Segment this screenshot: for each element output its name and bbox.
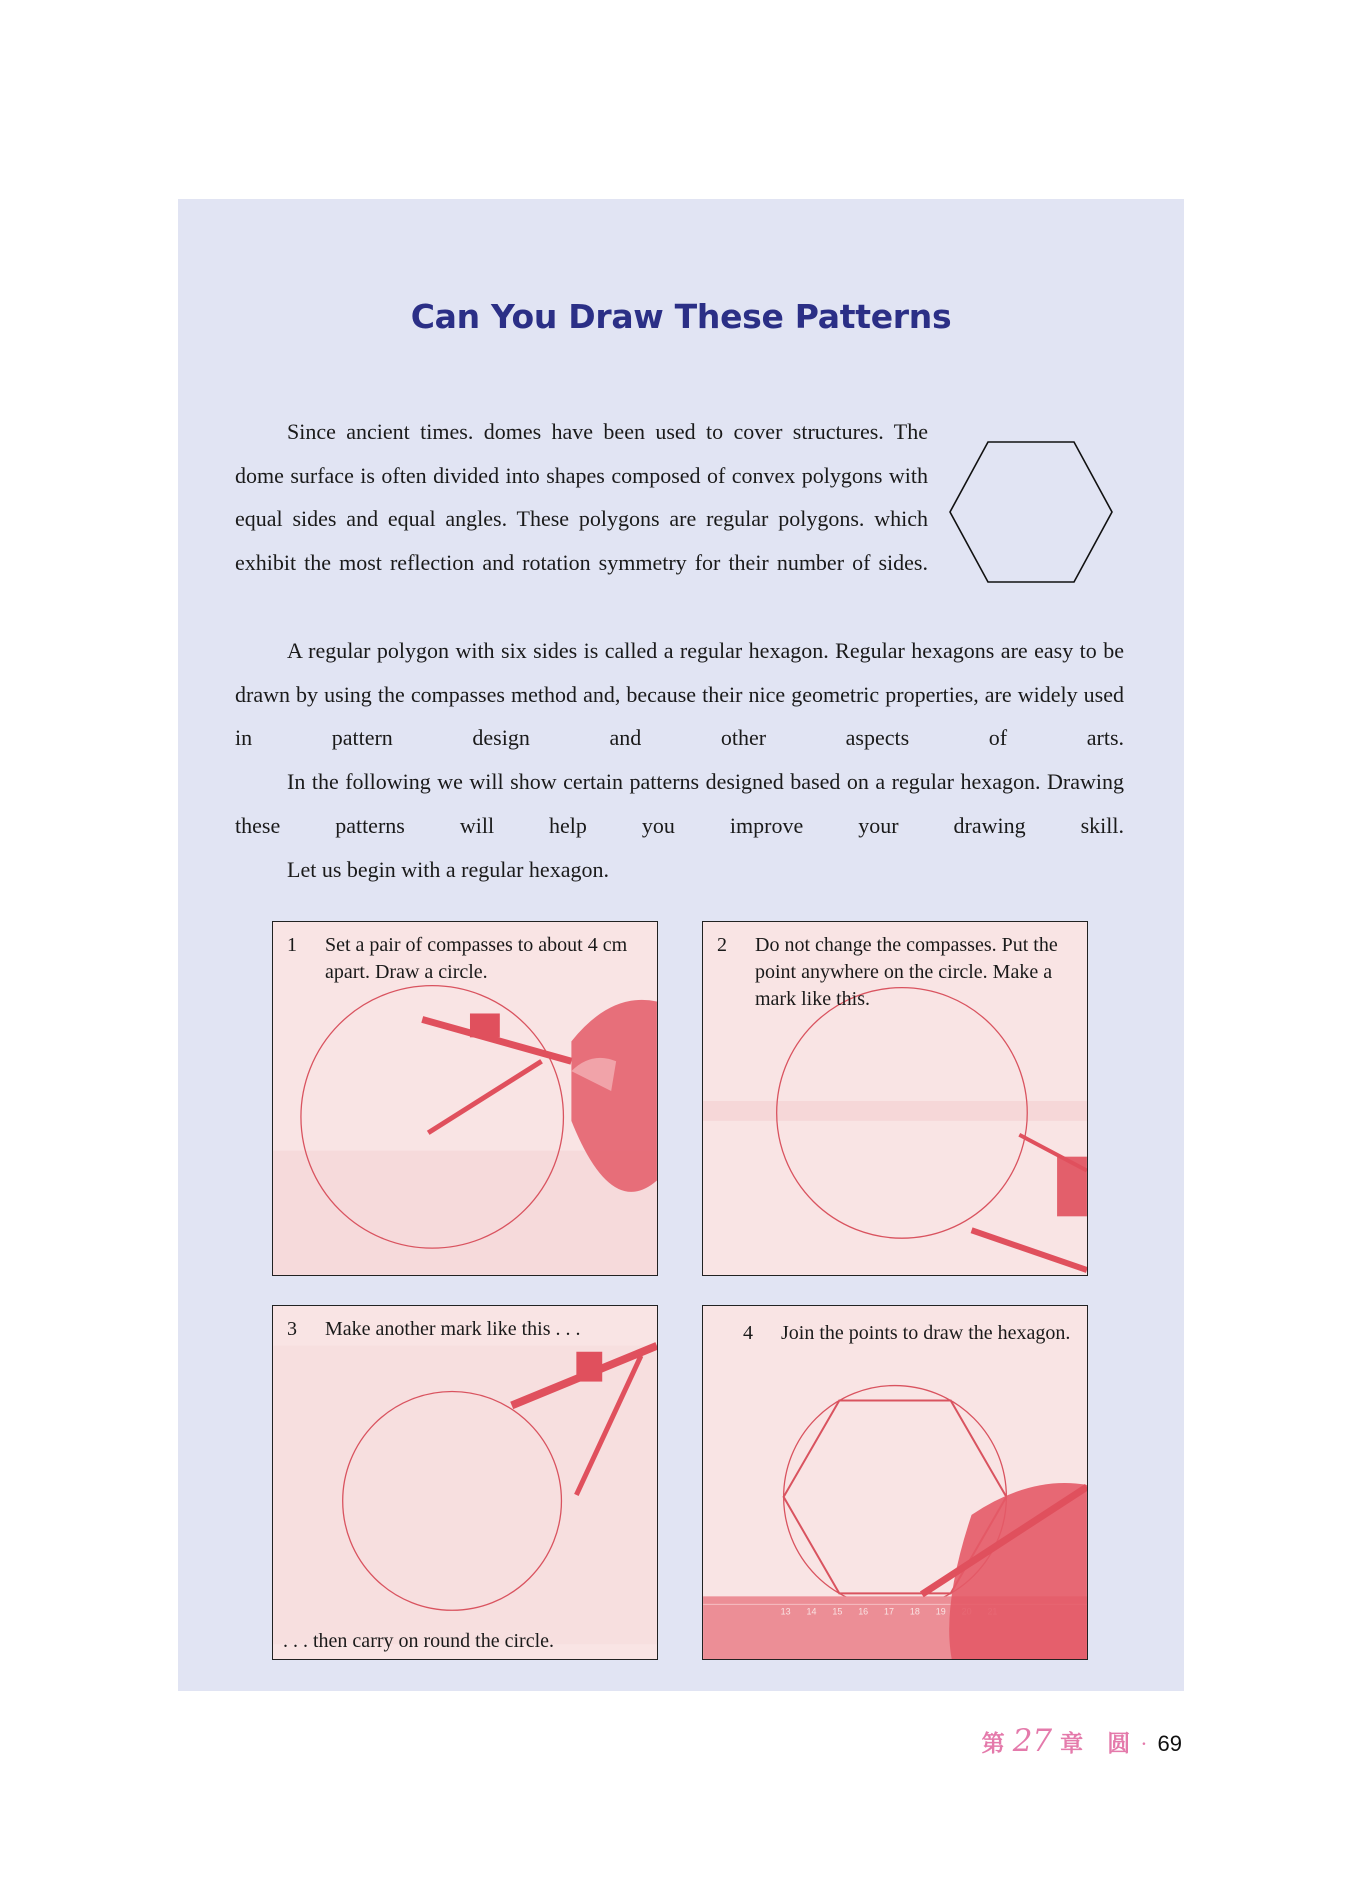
step-number: 2 bbox=[717, 934, 727, 956]
step-2-panel bbox=[702, 921, 1088, 1276]
ruler-label: 16 bbox=[858, 1606, 869, 1617]
step-1-panel bbox=[272, 921, 658, 1276]
chapter-prefix: 第 bbox=[981, 1730, 1005, 1757]
paragraph-begin: Let us begin with a regular hexagon. bbox=[287, 857, 609, 882]
page-title: Can You Draw These Patterns bbox=[410, 297, 952, 336]
ruler-label: 14 bbox=[806, 1606, 817, 1617]
step-text: Make another mark like this . . . bbox=[325, 1318, 581, 1340]
step-4-panel bbox=[702, 1305, 1088, 1660]
page-footer bbox=[982, 1723, 1182, 1759]
paragraph-following: In the following we will show certain patterns designed based on a regular hexagon. Drawing these patterns will help you improve your drawing skill. bbox=[235, 769, 1124, 838]
step-2-caption bbox=[717, 932, 1075, 1013]
draw-hexagon-illustration bbox=[703, 1306, 1087, 1659]
ruler-label: 13 bbox=[780, 1606, 791, 1617]
chapter-number: 27 bbox=[1012, 1723, 1053, 1759]
page-number: 69 bbox=[1157, 1731, 1182, 1756]
step-number: 3 bbox=[287, 1318, 297, 1340]
content-panel bbox=[178, 199, 1184, 1691]
footer-separator: · bbox=[1140, 1731, 1148, 1756]
chapter-label bbox=[982, 1723, 1131, 1759]
ruler-label: 18 bbox=[909, 1606, 920, 1617]
step-text: Set a pair of compasses to about 4 cm apart. Draw a circle. bbox=[325, 934, 628, 983]
step-4-caption bbox=[743, 1316, 1075, 1351]
ruler-label: 17 bbox=[884, 1606, 895, 1617]
ruler-label: 15 bbox=[832, 1606, 843, 1617]
step-text: Do not change the compasses. Put the point anywhere on the circle. Make a mark like this. bbox=[755, 934, 1058, 1010]
step-number: 4 bbox=[743, 1322, 753, 1344]
step-3-caption bbox=[287, 1316, 645, 1343]
ruler-label: 19 bbox=[935, 1606, 946, 1617]
step-number: 1 bbox=[287, 934, 297, 956]
compass-second-mark-illustration bbox=[273, 1306, 657, 1659]
chapter-title: 圆 bbox=[1107, 1730, 1131, 1757]
step-1-caption bbox=[287, 932, 645, 986]
paragraph-intro: Since ancient times. domes have been used to cover structures. The dome surface is often divided into shapes composed of convex polygons with equal sides and equal angles. These polygons are regular polygons. which exhibit the most reflection and rotation symmetry for their number of sides. bbox=[235, 419, 928, 576]
step-3-panel bbox=[272, 1305, 658, 1660]
chapter-suffix: 章 bbox=[1060, 1730, 1084, 1757]
paragraph-hexagon: A regular polygon with six sides is called a regular hexagon. Regular hexagons are easy to be drawn by using the compasses method and, because their nice geometric properties, are widely used in pattern design and other aspects of arts. bbox=[235, 638, 1124, 751]
step-3-caption-bottom: . . . then carry on round the circle. bbox=[283, 1630, 555, 1652]
hexagon-figure bbox=[948, 440, 1114, 584]
step-text: Join the points to draw the hexagon. bbox=[781, 1322, 1071, 1344]
